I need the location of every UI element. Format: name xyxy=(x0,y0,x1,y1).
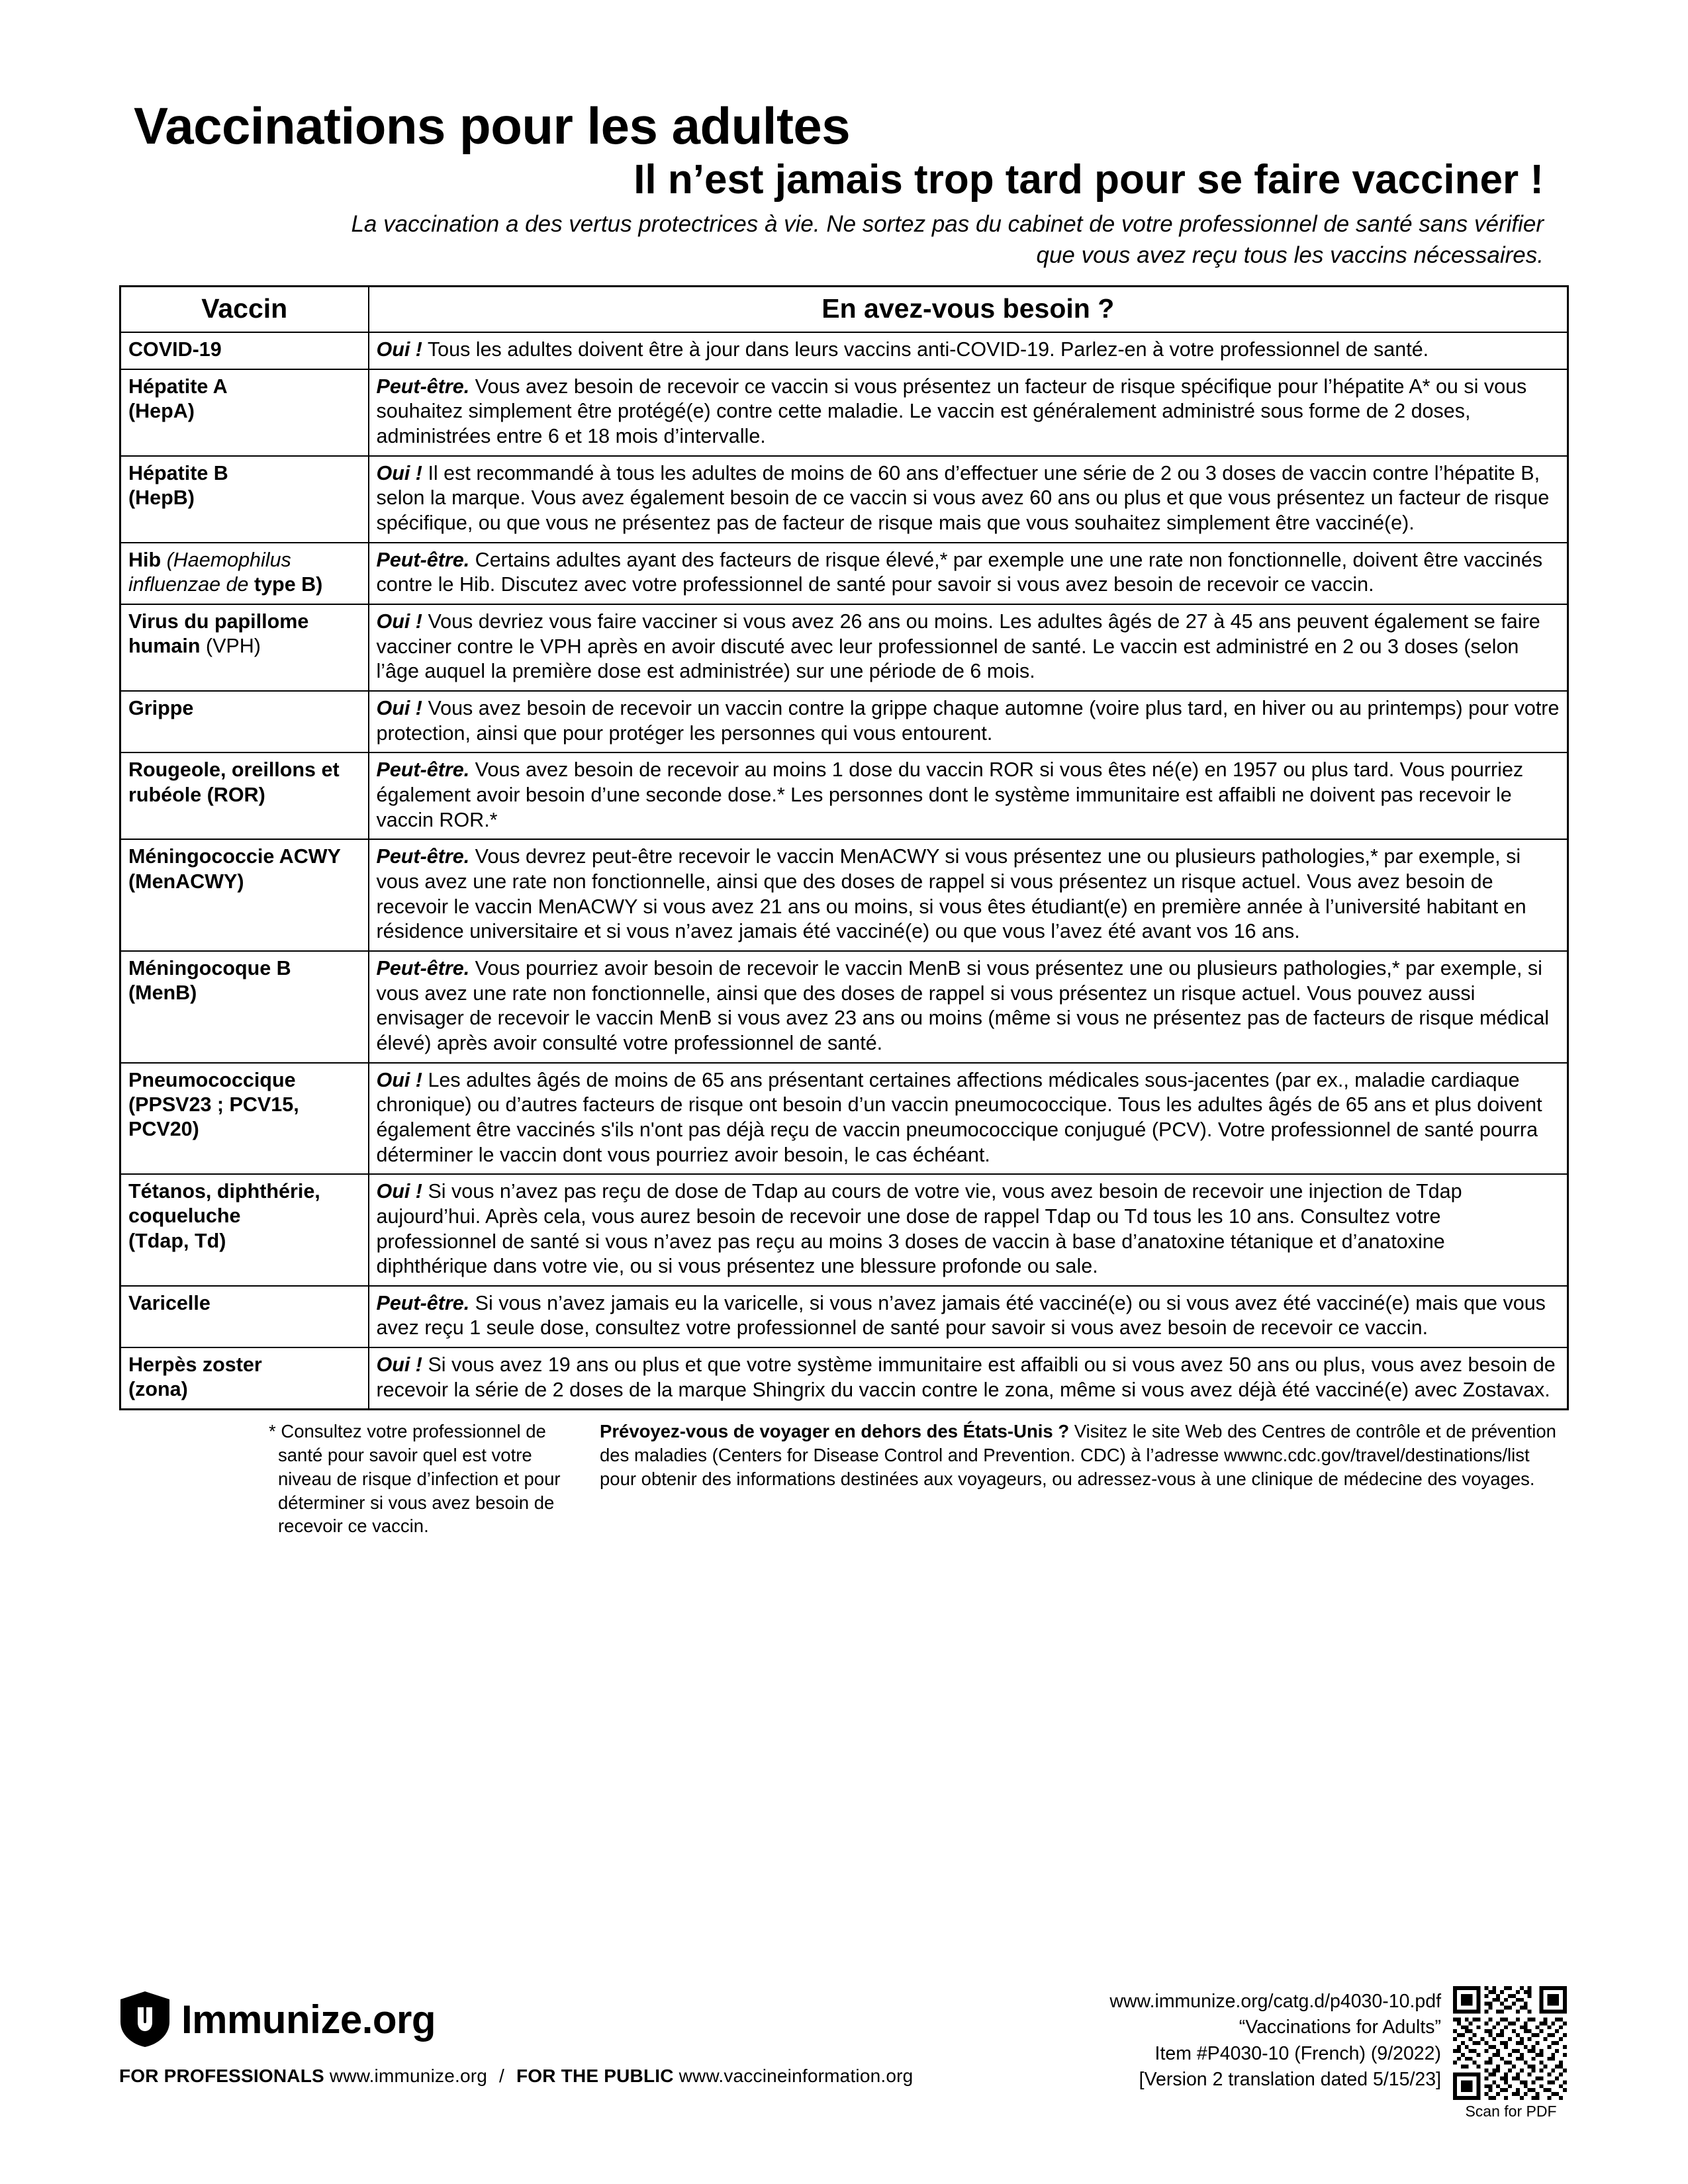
doc-title: “Vaccinations for Adults” xyxy=(1239,2017,1441,2038)
vaccine-name-sub: (zona) xyxy=(128,1378,188,1401)
table-row xyxy=(120,1347,1568,1410)
need-cell xyxy=(369,752,1568,839)
doc-item-number: Item #P4030-10 (French) (9/2022) xyxy=(1154,2042,1441,2064)
table-row xyxy=(120,543,1568,604)
vaccine-name-cell xyxy=(120,456,369,543)
table-row xyxy=(120,456,1568,543)
vaccine-name-cell xyxy=(120,332,369,369)
vaccine-name-sub: (PPSV23 ; PCV15, PCV20) xyxy=(128,1093,299,1140)
need-detail: Vous devriez vous faire vacciner si vous avez 26 ans ou moins. Les adultes âgés de 27 à 45 ans peuvent également se faire vacciner contre le VPH après en avoir discuté avec leur professionnel de santé. Le vaccin est administré en 2 ou 3 doses (selon l’âge auquel la première dose est administrée) sur une période de 6 mois. xyxy=(376,610,1540,683)
need-answer: Peut-être. xyxy=(376,375,470,398)
vaccine-name-cell xyxy=(120,691,369,752)
vaccine-name-cell xyxy=(120,951,369,1063)
need-cell xyxy=(369,1174,1568,1286)
need-cell xyxy=(369,1286,1568,1347)
vaccine-name-italic: (Haemophilus influenzae de xyxy=(128,548,291,596)
need-answer: Peut-être. xyxy=(376,548,470,571)
vaccine-name-sub: (Tdap, Td) xyxy=(128,1229,226,1252)
need-detail: Vous avez besoin de recevoir un vaccin contre la grippe chaque automne (voire plus tard, en hiver ou au printemps) pour votre protection, ainsi que pour protéger les personnes qui vous entourent. xyxy=(376,697,1560,745)
vaccine-name: COVID-19 xyxy=(128,338,222,361)
need-cell xyxy=(369,369,1568,456)
vaccine-name-abbrev: (VPH) xyxy=(200,635,261,658)
table-row xyxy=(120,1286,1568,1347)
vaccine-name-cell xyxy=(120,839,369,951)
need-cell xyxy=(369,543,1568,604)
page-footer xyxy=(119,1990,1569,2132)
need-detail: Les adultes âgés de moins de 65 ans présentant certaines affections médicales sous-jacentes (par ex., maladie cardiaque chronique) ou d’autres facteurs de risque ont besoin d’un vaccin pneumococcique. Tous les adultes âgés de 65 ans et plus doivent également être vaccinés s'ils n'ont pas déjà reçu de vaccin pneumococcique conjugué (PCV). Votre professionnel de santé pourra déterminer le vaccin dont vous pourriez avoir besoin, le cas échéant. xyxy=(376,1068,1542,1166)
need-answer: Peut-être. xyxy=(376,956,470,979)
qr-block xyxy=(1453,1986,1569,2120)
vaccine-name-cell xyxy=(120,604,369,691)
need-detail: Vous avez besoin de recevoir au moins 1 dose du vaccin ROR si vous êtes né(e) en 1957 ou plus tard. Vous pourriez également avoir besoin d’une seconde dose.* Les personnes dont le système immunitaire est affaibli ne doivent pas recevoir le vaccin ROR.* xyxy=(376,758,1524,831)
vaccine-name: Varicelle xyxy=(128,1291,211,1314)
page-subtitle: Il n’est jamais trop tard pour se faire vacciner ! xyxy=(633,156,1544,203)
table-row xyxy=(120,1063,1568,1175)
vaccine-name: Pneumococcique xyxy=(128,1068,296,1091)
vaccine-name: Hib xyxy=(128,548,162,571)
doc-version: [Version 2 translation dated 5/15/23] xyxy=(1139,2068,1441,2090)
professionals-url[interactable]: www.immunize.org xyxy=(329,2066,488,2086)
for-professionals-label: FOR PROFESSIONALS xyxy=(119,2066,324,2086)
vaccine-name: Virus du papillome humain xyxy=(128,610,309,658)
link-separator: / xyxy=(499,2066,504,2086)
need-answer: Oui ! xyxy=(376,1068,422,1091)
table-row xyxy=(120,369,1568,456)
public-url[interactable]: www.vaccineinformation.org xyxy=(679,2066,914,2086)
footnote-asterisk: * Consultez votre professionnel de santé pour savoir quel est votre niveau de risque d’infection et pour déterminer si vous avez besoin de recevoir ce vaccin. xyxy=(269,1421,561,1537)
vaccine-name: Méningococcie ACWY xyxy=(128,845,341,868)
vaccine-name: Tétanos, diphthérie, coqueluche xyxy=(128,1180,320,1228)
footer-doc-info xyxy=(880,1986,1569,2120)
vaccine-name-cell xyxy=(120,369,369,456)
need-detail: Si vous n’avez jamais eu la varicelle, si vous n’avez jamais été vacciné(e) ou si vous avez été vacciné(e) mais que vous avez reçu 1 seule dose, consultez votre professionnel de santé pour savoir si vous avez besoin de recevoir ce vaccin. xyxy=(376,1291,1546,1340)
need-detail: Si vous n’avez pas reçu de dose de Tdap au cours de votre vie, vous avez besoin de recevoir une injection de Tdap aujourd’hui. Après cela, vous aurez besoin de recevoir une dose de rappel Tdap ou Td tous les 10 ans. Consultez votre professionnel de santé si vous n’avez pas reçu au moins 3 doses de vaccin à base d’anatoxine tétanique et d’anatoxine diphthérique dans votre vie, ou si vous présentez une blessure profonde ou sale. xyxy=(376,1180,1462,1278)
vaccine-name-cell xyxy=(120,1063,369,1175)
need-cell xyxy=(369,604,1568,691)
vaccine-name: Méningocoque B xyxy=(128,956,291,979)
doc-url[interactable]: www.immunize.org/catg.d/p4030-10.pdf xyxy=(1109,1991,1441,2012)
vaccine-name-cell xyxy=(120,1347,369,1410)
column-header-need: En avez-vous besoin ? xyxy=(369,287,1568,333)
vaccine-name: Herpès zoster xyxy=(128,1353,262,1377)
page-title: Vaccinations pour les adultes xyxy=(134,97,851,155)
need-detail: Tous les adultes doivent être à jour dans leurs vaccins anti-COVID-19. Parlez-en à votre professionnel de santé. xyxy=(422,338,1429,361)
shield-icon xyxy=(119,1990,171,2048)
need-cell xyxy=(369,1063,1568,1175)
vaccine-name: Hépatite B xyxy=(128,461,228,484)
doc-meta-lines xyxy=(1109,1986,1441,2093)
table-header-row xyxy=(120,287,1568,333)
vaccine-name: Rougeole, oreillons et rubéole (ROR) xyxy=(128,758,340,806)
footnote-travel-lead: Prévoyez-vous de voyager en dehors des États-Unis ? xyxy=(600,1421,1070,1442)
footnotes xyxy=(119,1420,1569,1538)
intro-paragraph: La vaccination a des vertus protectrices à vie. Ne sortez pas du cabinet de votre professionnel de santé sans vérifier que vous avez reçu tous les vaccins nécessaires. xyxy=(351,211,1544,268)
need-answer: Oui ! xyxy=(376,697,422,720)
need-detail: Il est recommandé à tous les adultes de moins de 60 ans d’effectuer une série de 2 ou 3 doses de vaccin contre l’hépatite B, selon la marque. Vous avez également besoin de ce vaccin si vous avez 60 ans ou plus et que vous présentez un facteur de risque spécifique, ou que vous ne présentez pas de facteur de risque mais que vous souhaitez simplement être vacciné(e). xyxy=(376,461,1550,535)
table-row xyxy=(120,1174,1568,1286)
table-row xyxy=(120,332,1568,369)
vaccine-name: Hépatite A xyxy=(128,375,228,398)
need-detail: Si vous avez 19 ans ou plus et que votre système immunitaire est affaibli ou si vous avez 50 ans ou plus, vous avez besoin de recevoir la série de 2 doses de la marque Shingrix du vaccin contre le zona, même si vous avez déjà été vacciné(e) avec Zostavax. xyxy=(376,1353,1556,1401)
need-cell xyxy=(369,839,1568,951)
need-answer: Peut-être. xyxy=(376,1291,470,1314)
need-detail: Vous pourriez avoir besoin de recevoir le vaccin MenB si vous présentez une ou plusieurs pathologies,* par exemple, si vous avez une rate non fonctionnelle, ainsi que des doses de rappel si vous présentez un risque actuel. Vous pouvez aussi envisager de recevoir le vaccin MenB si vous avez 23 ans ou moins (même si vous ne présentez pas de facteurs de risque médical élevé) après avoir consulté votre professionnel de santé. xyxy=(376,956,1550,1054)
for-public-label: FOR THE PUBLIC xyxy=(516,2066,674,2086)
need-detail: Certains adultes ayant des facteurs de risque élevé,* par exemple une une rate non fonctionnelle, doivent être vaccinés contre le Hib. Discutez avec votre professionnel de santé pour savoir si vous avez besoin de recevoir ce vaccin. xyxy=(376,548,1543,596)
need-cell xyxy=(369,332,1568,369)
table-row xyxy=(120,839,1568,951)
need-answer: Peut-être. xyxy=(376,845,470,868)
need-answer: Oui ! xyxy=(376,461,422,484)
table-row xyxy=(120,691,1568,752)
need-answer: Peut-être. xyxy=(376,758,470,782)
need-cell xyxy=(369,951,1568,1063)
vaccine-name-sub: (MenACWY) xyxy=(128,870,244,893)
vaccine-name-tail: type B) xyxy=(254,572,323,596)
vaccine-name-cell xyxy=(120,543,369,604)
vaccine-name-cell xyxy=(120,1286,369,1347)
table-body xyxy=(120,332,1568,1410)
footnote-travel-text: Visitez le site Web des Centres de contrôle et de prévention des maladies (Centers for Disease Control and Prevention. CDC) à l’adresse wwwnc.cdc.gov/travel/destinations/list pour obtenir des informations destinées aux voyageurs, ou adressez-vous à une clinique de médecine des voyages. xyxy=(600,1421,1556,1489)
need-cell xyxy=(369,1347,1568,1410)
footnote-travel xyxy=(583,1420,1569,1538)
need-answer: Oui ! xyxy=(376,610,422,633)
vaccine-name-sub: (HepA) xyxy=(128,400,195,423)
table-row xyxy=(120,752,1568,839)
need-answer: Oui ! xyxy=(376,1353,422,1377)
column-header-vaccine: Vaccin xyxy=(120,287,369,333)
need-cell xyxy=(369,691,1568,752)
need-detail: Vous avez besoin de recevoir ce vaccin si vous présentez un facteur de risque spécifique pour l’hépatite A* ou si vous souhaitez simplement être protégé(e) contre cette maladie. Le vaccin est généralement administré sous forme de 2 doses, administrées entre 6 et 18 mois d’intervalle. xyxy=(376,375,1527,448)
vaccine-name-sub: (MenB) xyxy=(128,981,197,1005)
vaccine-name: Grippe xyxy=(128,697,194,720)
need-answer: Oui ! xyxy=(376,1180,422,1203)
brand-name: Immunize.org xyxy=(181,1997,436,2042)
vaccine-name-cell xyxy=(120,1174,369,1286)
qr-code-icon[interactable] xyxy=(1453,1986,1567,2100)
table-row xyxy=(120,951,1568,1063)
need-detail: Vous devrez peut-être recevoir le vaccin MenACWY si vous présentez une ou plusieurs pathologies,* par exemple, si vous avez une rate non fonctionnelle, ainsi que des doses de rappel si vous présentez un risque actuel. Vous avez besoin de recevoir le vaccin MenACWY si vous avez 21 ans ou moins, si vous êtes étudiant(e) en première année à l’université habitant en résidence universitaire et si vous n’avez jamais été vacciné(e) ou que vous l’avez été avant vos 16 ans. xyxy=(376,845,1526,943)
vaccine-name-sub: (HepB) xyxy=(128,486,195,509)
need-cell xyxy=(369,456,1568,543)
need-answer: Oui ! xyxy=(376,338,422,361)
vaccine-table xyxy=(119,285,1569,1410)
qr-caption: Scan for PDF xyxy=(1465,2103,1557,2120)
table-row xyxy=(120,604,1568,691)
vaccine-name-cell xyxy=(120,752,369,839)
